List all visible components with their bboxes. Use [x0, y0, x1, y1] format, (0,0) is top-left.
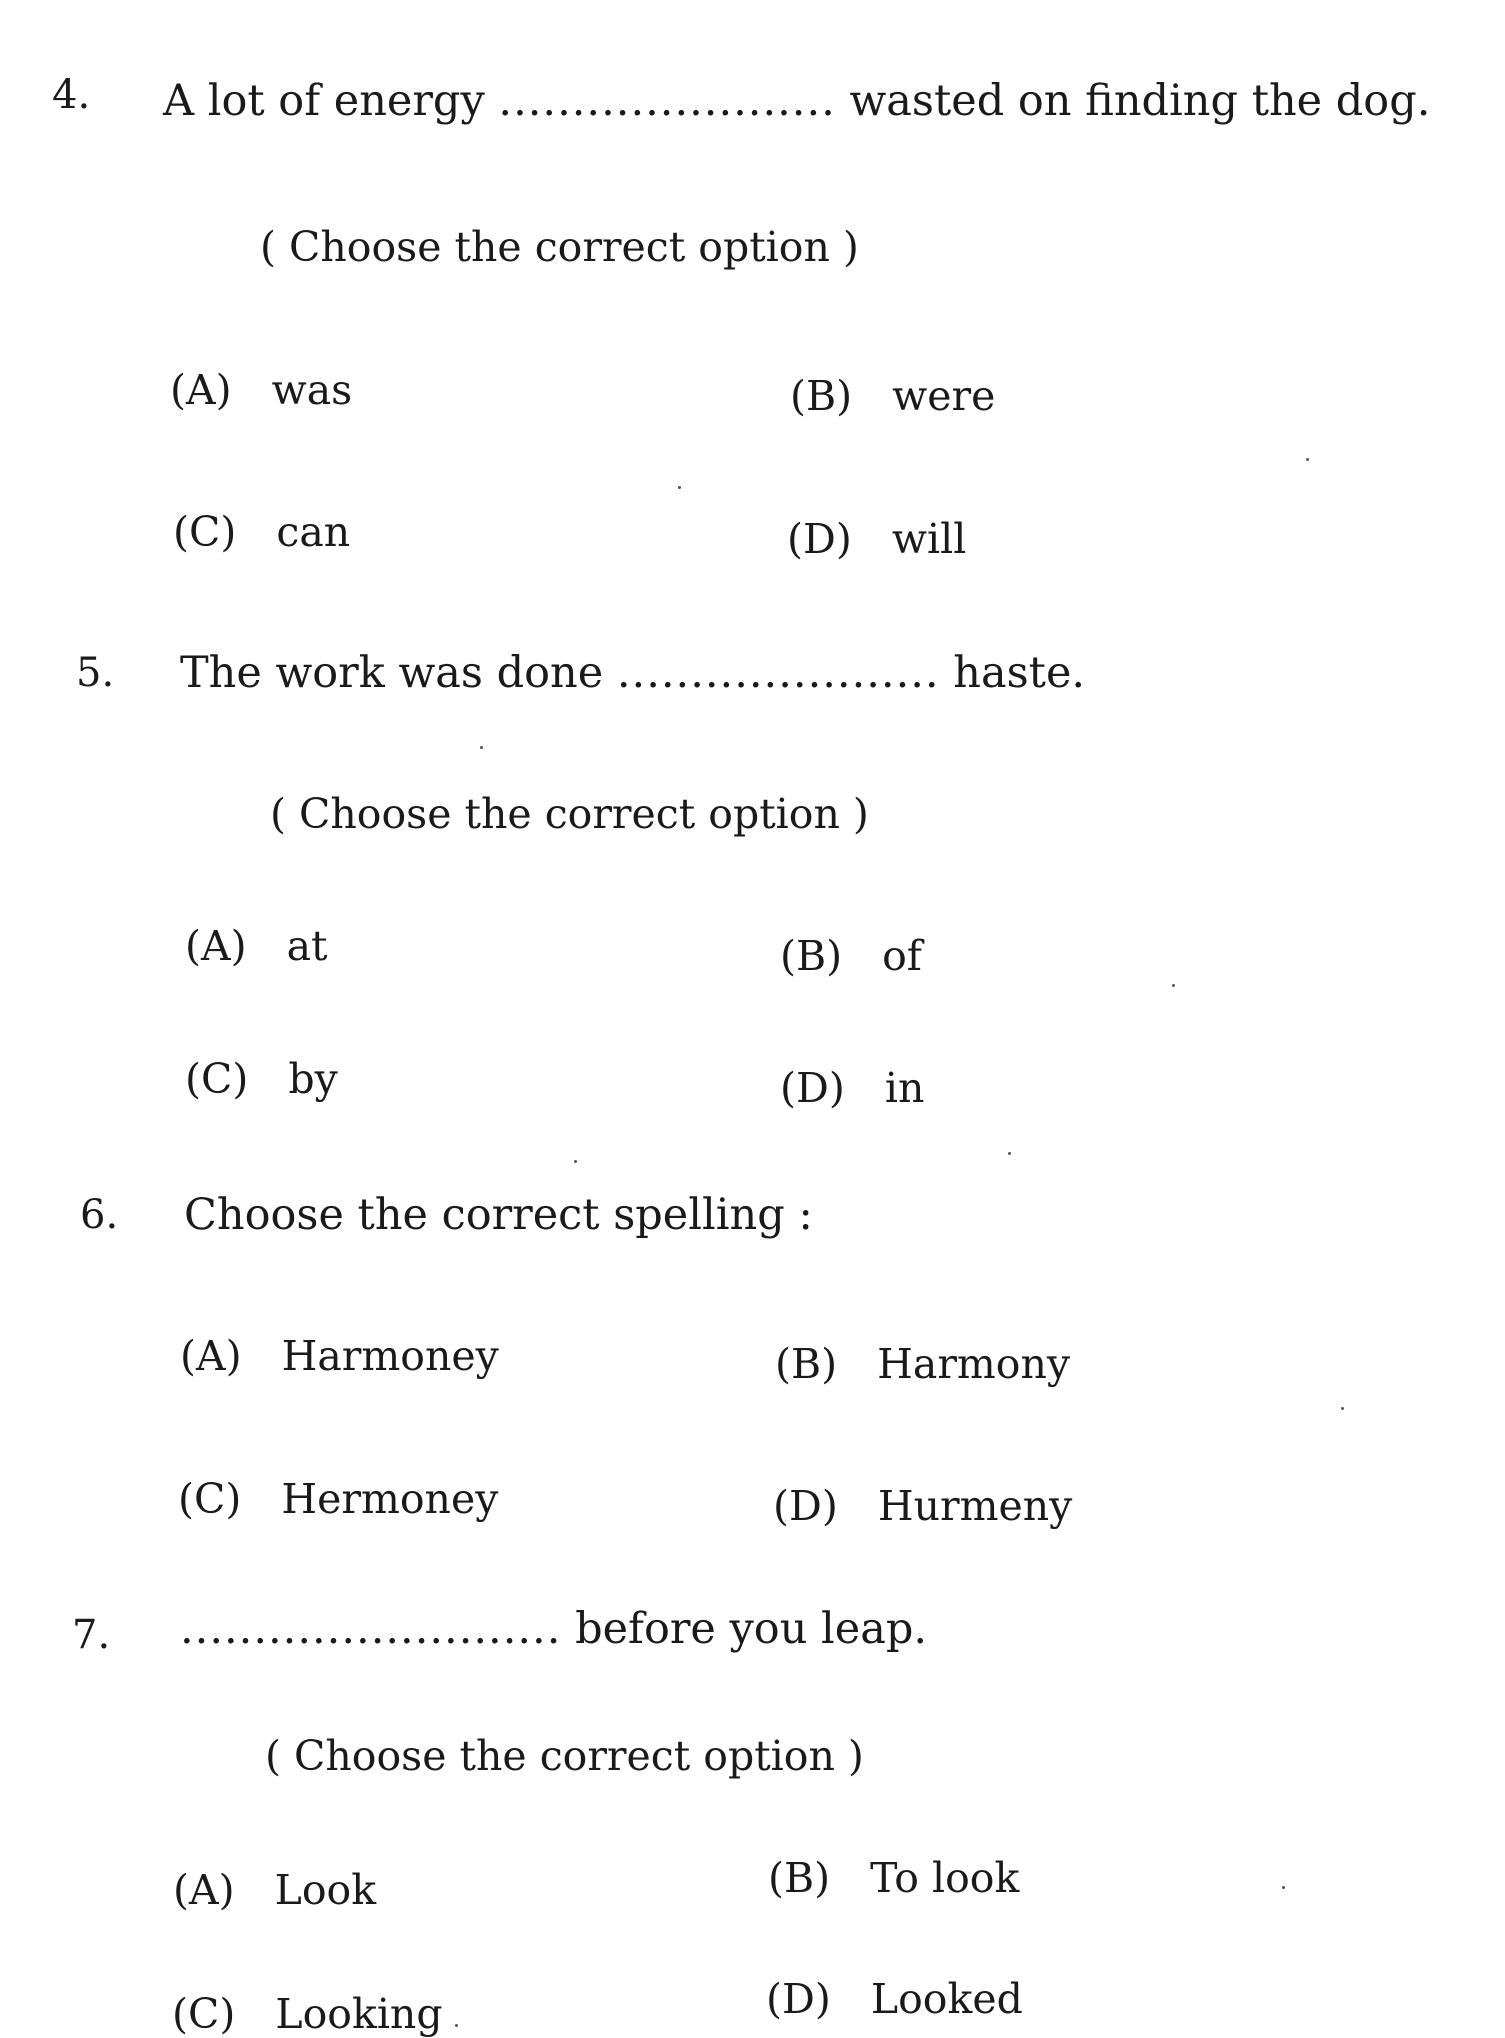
option-text: Look — [274, 1866, 377, 1914]
scan-speck — [574, 1160, 577, 1163]
option-label: (B) — [790, 372, 853, 420]
option-label: (B) — [780, 932, 843, 980]
scan-speck — [455, 2024, 458, 2027]
option-text: of — [882, 932, 922, 980]
option-text: in — [884, 1064, 925, 1112]
option-text: were — [892, 372, 996, 420]
option-label: (A) — [170, 366, 232, 414]
question-7-option-a[interactable] — [173, 1866, 376, 1914]
question-5-text-before: The work was done — [180, 648, 604, 698]
option-text: Harmony — [877, 1340, 1071, 1388]
question-6-stem: Choose the correct spelling : — [184, 1190, 813, 1240]
question-7-option-b[interactable] — [768, 1854, 1019, 1902]
option-label: (C) — [172, 1990, 236, 2038]
question-4-option-d[interactable] — [787, 515, 966, 563]
option-text: at — [286, 922, 328, 970]
question-4-text-before: A lot of energy — [163, 76, 485, 126]
question-6-option-b[interactable] — [775, 1340, 1070, 1388]
option-label: (D) — [766, 1975, 831, 2023]
question-5-option-c[interactable] — [185, 1055, 338, 1103]
option-label: (B) — [768, 1854, 831, 1902]
option-text: Looked — [870, 1975, 1023, 2023]
option-text: Hermoney — [281, 1475, 499, 1523]
question-5-number: 5. — [76, 650, 115, 696]
question-5-option-a[interactable] — [185, 922, 328, 970]
option-text: will — [891, 515, 967, 563]
option-label: (A) — [173, 1866, 235, 1914]
question-7-option-d[interactable] — [766, 1975, 1023, 2023]
question-7-text-after: before you leap. — [575, 1604, 928, 1654]
question-4-blank: ....................... — [498, 76, 836, 126]
question-5-instruction: ( Choose the correct option ) — [270, 790, 869, 838]
question-6-option-c[interactable] — [178, 1475, 498, 1523]
question-6-option-a[interactable] — [180, 1332, 499, 1380]
option-label: (B) — [775, 1340, 838, 1388]
option-text: can — [276, 508, 351, 556]
question-4-option-a[interactable] — [170, 366, 352, 414]
question-5-stem — [180, 648, 1085, 698]
option-label: (C) — [178, 1475, 242, 1523]
question-4-stem — [163, 76, 1430, 126]
question-4-option-c[interactable] — [173, 508, 350, 556]
question-7-instruction: ( Choose the correct option ) — [265, 1732, 864, 1780]
option-text: To look — [870, 1854, 1020, 1902]
question-5-blank: ...................... — [616, 648, 940, 698]
question-4-instruction: ( Choose the correct option ) — [260, 223, 859, 271]
question-5-text-after: haste. — [953, 648, 1086, 698]
option-label: (D) — [773, 1482, 838, 1530]
question-4-text-after: wasted on finding the dog. — [849, 76, 1431, 126]
option-label: (A) — [180, 1332, 242, 1380]
question-7-blank: .......................... — [180, 1604, 562, 1654]
question-7-option-c[interactable] — [172, 1990, 443, 2038]
option-label: (C) — [185, 1055, 249, 1103]
scan-speck — [678, 486, 681, 489]
option-text: Harmoney — [281, 1332, 499, 1380]
option-text: Looking — [275, 1990, 443, 2038]
question-7-stem — [180, 1604, 927, 1654]
option-text: was — [271, 366, 353, 414]
scan-speck — [1282, 1886, 1285, 1889]
option-label: (A) — [185, 922, 247, 970]
question-5-option-d[interactable] — [780, 1064, 924, 1112]
question-4-option-b[interactable] — [790, 372, 995, 420]
scan-speck — [480, 746, 483, 749]
option-label: (C) — [173, 508, 237, 556]
scan-speck — [1306, 458, 1309, 461]
question-4-number: 4. — [52, 72, 91, 118]
option-text: Hurmeny — [877, 1482, 1073, 1530]
option-text: by — [288, 1055, 338, 1103]
scan-speck — [1341, 1407, 1344, 1410]
question-7-number: 7. — [72, 1612, 111, 1658]
question-6-number: 6. — [80, 1192, 119, 1238]
option-label: (D) — [787, 515, 852, 563]
scan-speck — [1172, 984, 1175, 987]
scan-speck — [1008, 1152, 1011, 1155]
question-5-option-b[interactable] — [780, 932, 922, 980]
option-label: (D) — [780, 1064, 845, 1112]
question-6-option-d[interactable] — [773, 1482, 1072, 1530]
